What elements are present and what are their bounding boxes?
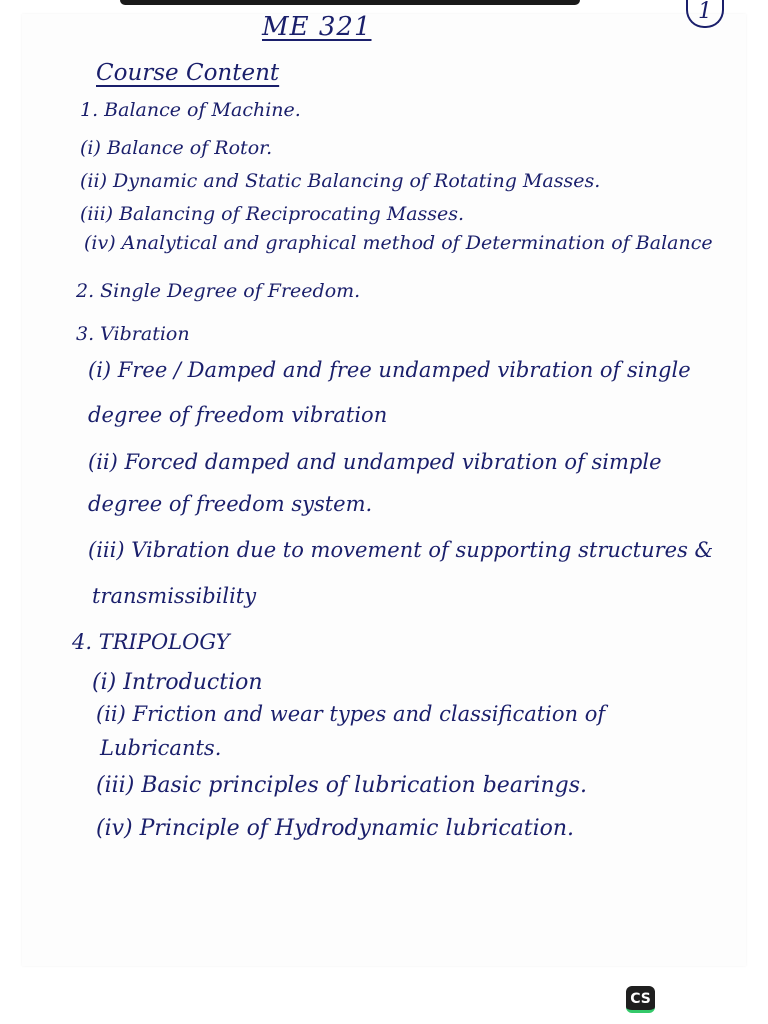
section-4-title: 4. TRIPOLOGY [72, 630, 230, 654]
section-4-item-iv: (iv) Principle of Hydrodynamic lubrication. [96, 816, 575, 841]
camscanner-logo-icon: CS [626, 986, 655, 1013]
section-3-item-i: (i) Free / Damped and free undamped vibration of single [88, 358, 691, 382]
section-3-item-i-continued: degree of freedom vibration [88, 403, 388, 427]
course-content-heading: Course Content [96, 60, 280, 86]
section-1-item-ii: (ii) Dynamic and Static Balancing of Rotating Masses. [80, 170, 601, 192]
page-number: 1 [686, 0, 724, 28]
section-1-item-iii: (iii) Balancing of Reciprocating Masses. [80, 203, 465, 225]
section-3-item-ii-continued: degree of freedom system. [88, 492, 373, 516]
section-4-item-iii: (iii) Basic principles of lubrication bearings. [96, 773, 588, 798]
section-2-title: 2. Single Degree of Freedom. [76, 280, 361, 302]
page-top-edge [120, 0, 580, 5]
section-3-item-iii: (iii) Vibration due to movement of supporting structures & [88, 538, 714, 562]
section-4-item-i: (i) Introduction [92, 670, 263, 695]
section-3-item-iii-continued: transmissibility [92, 584, 257, 608]
section-4-item-ii: (ii) Friction and wear types and classification of [96, 702, 606, 726]
section-1-title: 1. Balance of Machine. [80, 99, 301, 121]
section-1-item-i: (i) Balance of Rotor. [80, 137, 273, 159]
section-3-title: 3. Vibration [76, 323, 190, 345]
course-code: ME 321 [262, 12, 372, 42]
section-1-item-iv: (iv) Analytical and graphical method of Determination of Balance [84, 232, 713, 254]
section-4-item-ii-continued: Lubricants. [100, 736, 222, 760]
section-3-item-ii: (ii) Forced damped and undamped vibration of simple [88, 450, 662, 474]
